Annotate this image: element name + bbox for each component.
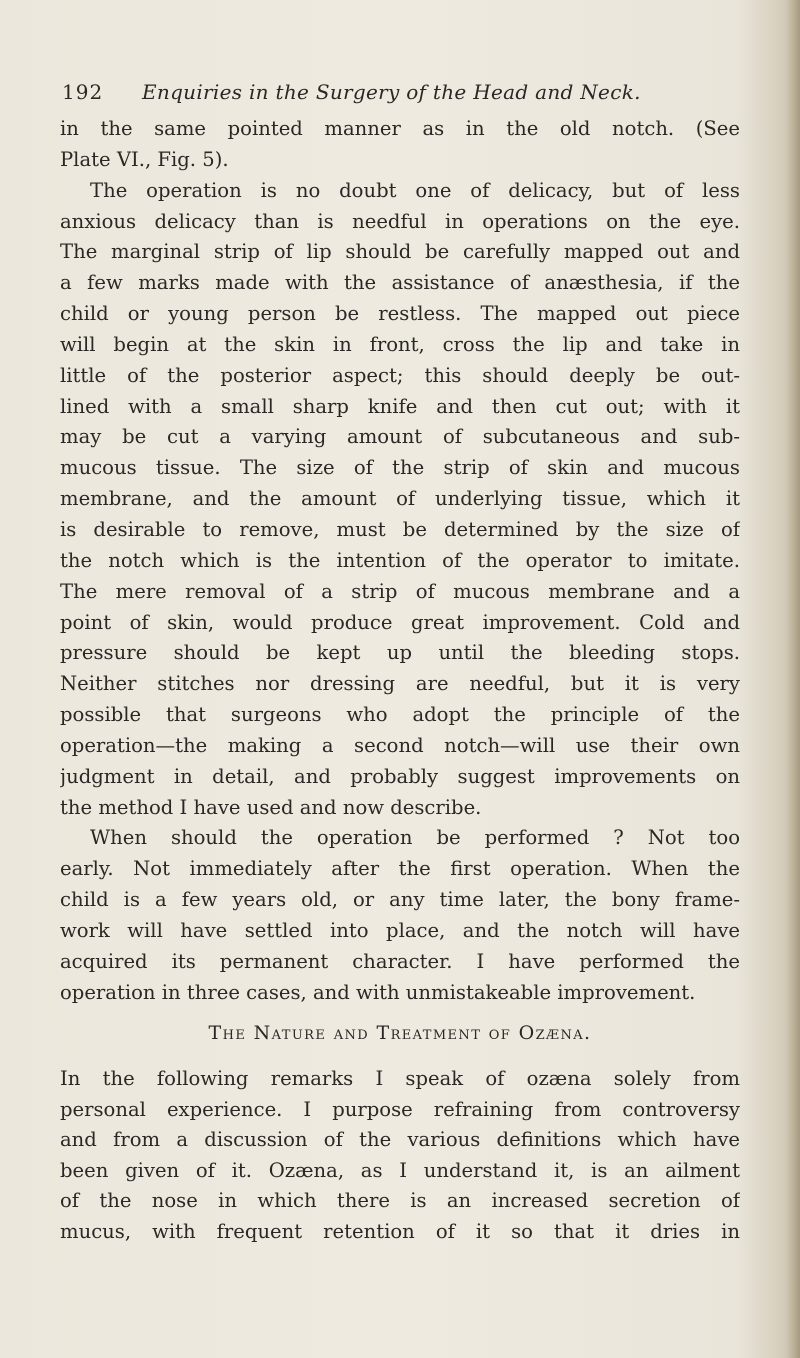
text-line: acquired its permanent character. I have performed the bbox=[60, 949, 740, 973]
text-line: the method I have used and now describe. bbox=[60, 795, 482, 819]
text-line: child or young person be restless. The mapped out piece bbox=[60, 302, 740, 326]
section-heading: The Nature and Treatment of Ozæna. bbox=[208, 1022, 592, 1044]
body-text bbox=[60, 114, 740, 1008]
text-line: personal experience. I purpose refraining from controversy bbox=[60, 1097, 740, 1121]
text-line: a few marks made with the assistance of anæsthesia, if the bbox=[60, 271, 740, 295]
text-line: possible that surgeons who adopt the principle of the bbox=[60, 703, 740, 727]
text-line: mucus, with frequent retention of it so that it dries in bbox=[60, 1219, 740, 1243]
text-line: may be cut a varying amount of subcutaneous and sub- bbox=[60, 425, 740, 449]
text-line: is desirable to remove, must be determined by the size of bbox=[60, 517, 740, 541]
page-edge-shadow bbox=[786, 0, 800, 1358]
text-line: of the nose in which there is an increased secretion of bbox=[60, 1189, 740, 1213]
text-line: anxious delicacy than is needful in operations on the eye. bbox=[60, 209, 740, 233]
text-line: early. Not immediately after the first operation. When the bbox=[60, 857, 740, 881]
text-line: operation in three cases, and with unmistakeable improvement. bbox=[60, 980, 696, 1004]
text-line: been given of it. Ozæna, as I understand it, is an ailment bbox=[60, 1158, 740, 1182]
text-line: will begin at the skin in front, cross the lip and take in bbox=[60, 332, 740, 356]
text-line: the notch which is the intention of the operator to imitate. bbox=[60, 548, 740, 572]
text-line: When should the operation be performed ? Not too bbox=[90, 826, 740, 850]
text-line: work will have settled into place, and the notch will have bbox=[60, 918, 740, 942]
text-line: The marginal strip of lip should be carefully mapped out and bbox=[60, 240, 740, 264]
text-line: Neither stitches nor dressing are needful, but it is very bbox=[60, 672, 740, 696]
section-text bbox=[60, 1064, 740, 1248]
text-line: operation—the making a second notch—will use their own bbox=[60, 733, 740, 757]
text-line: The mere removal of a strip of mucous membrane and a bbox=[60, 579, 740, 603]
text-line: judgment in detail, and probably suggest improvements on bbox=[60, 764, 740, 788]
text-line: in the same pointed manner as in the old notch. (See bbox=[60, 117, 740, 140]
text-line: point of skin, would produce great improvement. Cold and bbox=[60, 610, 740, 634]
text-line: The operation is no doubt one of delicacy, but of less bbox=[90, 178, 740, 202]
text-line: Plate VI., Fig. 5). bbox=[60, 147, 229, 171]
text-line: pressure should be kept up until the bleeding stops. bbox=[60, 641, 740, 665]
page-number: 192 bbox=[62, 80, 104, 104]
text-line: mucous tissue. The size of the strip of skin and mucous bbox=[60, 456, 740, 480]
text-line: child is a few years old, or any time later, the bony frame- bbox=[60, 888, 740, 912]
text-line: lined with a small sharp knife and then cut out; with it bbox=[60, 394, 740, 418]
text-line: and from a discussion of the various definitions which have bbox=[60, 1128, 740, 1152]
running-title: Enquiries in the Surgery of the Head and Neck. bbox=[142, 80, 641, 104]
text-line: In the following remarks I speak of ozæna solely from bbox=[60, 1067, 740, 1090]
text-line: little of the posterior aspect; this should deeply be out- bbox=[60, 363, 740, 387]
text-line: membrane, and the amount of underlying tissue, which it bbox=[60, 487, 740, 511]
page-header bbox=[62, 80, 722, 114]
